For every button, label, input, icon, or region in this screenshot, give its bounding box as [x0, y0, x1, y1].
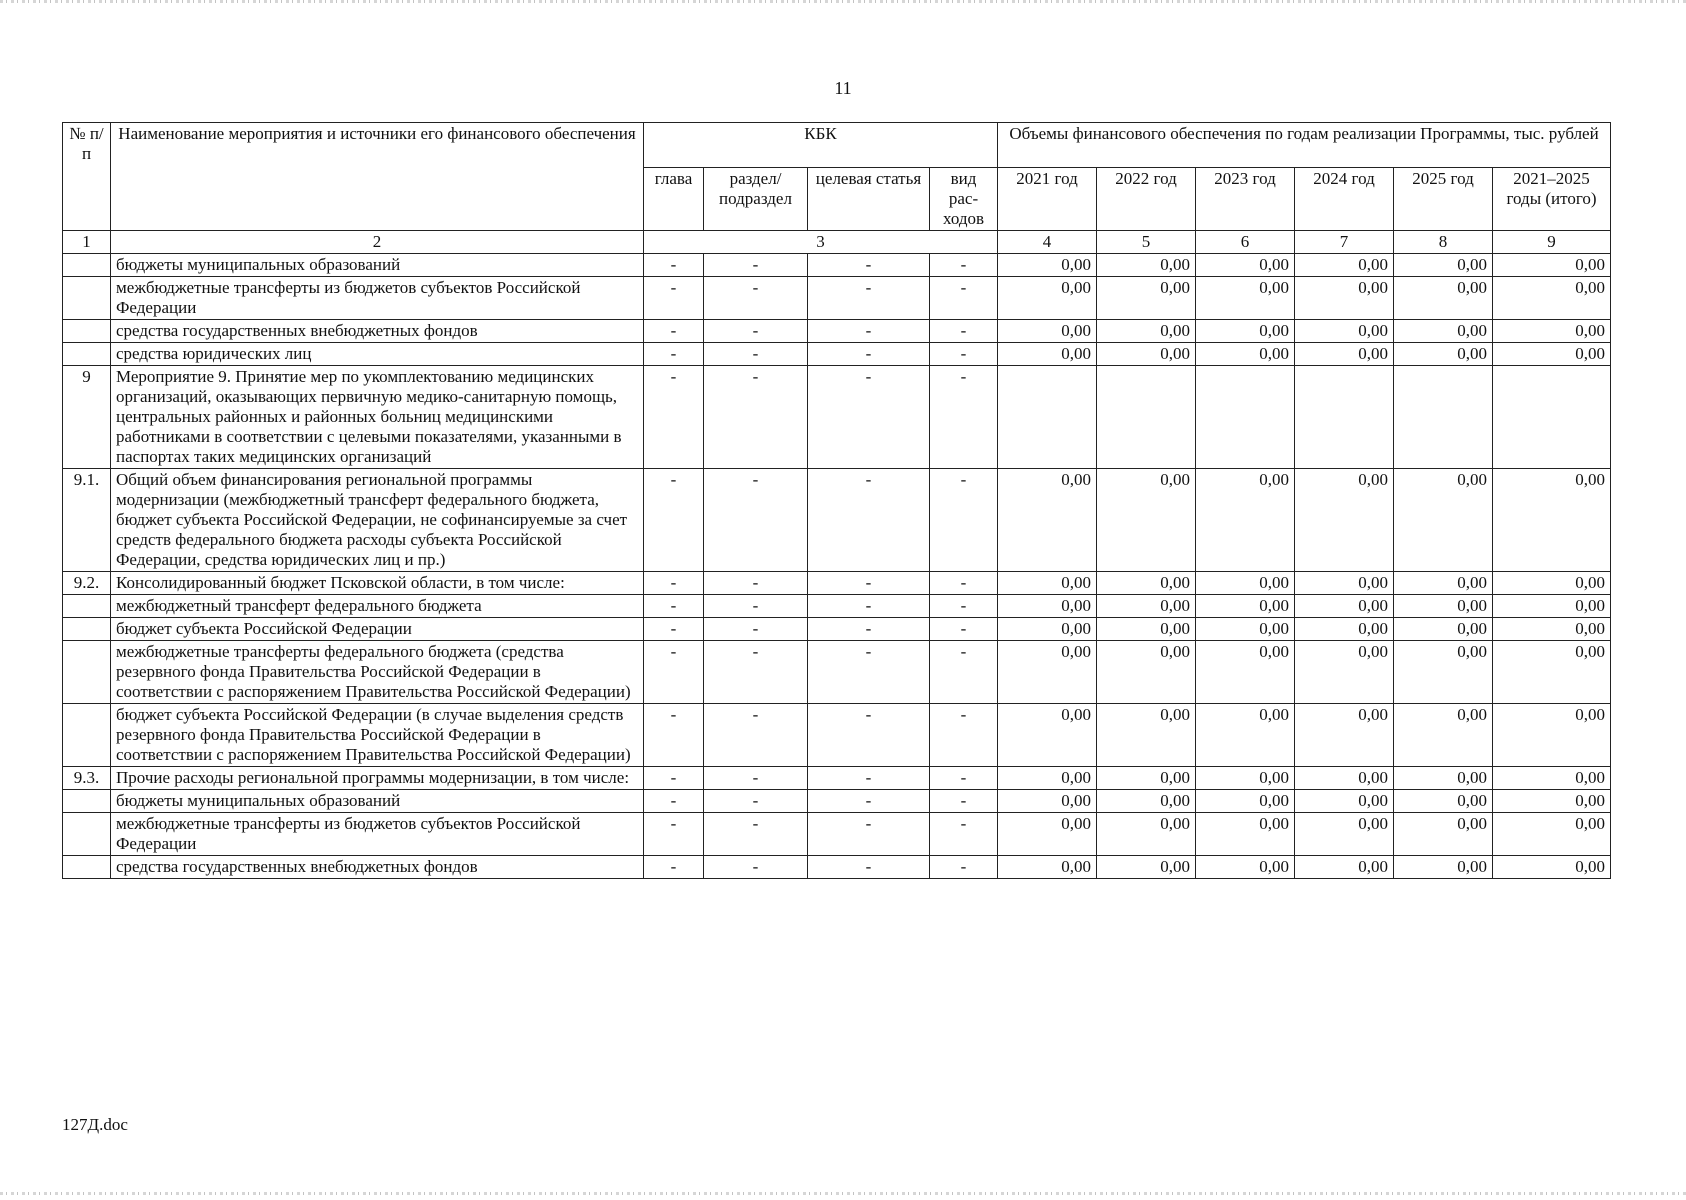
header-year-2023: 2023 год [1196, 168, 1295, 231]
value-cell: 0,00 [1295, 813, 1394, 856]
value-cell [1295, 366, 1394, 469]
header-year-2022: 2022 год [1097, 168, 1196, 231]
value-cell: 0,00 [1196, 704, 1295, 767]
value-cell: 0,00 [1196, 790, 1295, 813]
value-cell: 0,00 [1196, 856, 1295, 879]
header-year-2021: 2021 год [998, 168, 1097, 231]
kbk-cell: - [808, 254, 930, 277]
value-cell: 0,00 [1493, 856, 1611, 879]
value-cell: 0,00 [1295, 469, 1394, 572]
kbk-cell: - [704, 856, 808, 879]
kbk-cell: - [808, 767, 930, 790]
value-cell: 0,00 [1394, 595, 1493, 618]
scan-edge-bottom [0, 1192, 1686, 1195]
value-cell: 0,00 [1097, 595, 1196, 618]
table-row [63, 618, 1611, 641]
kbk-cell: - [930, 572, 998, 595]
kbk-cell: - [704, 366, 808, 469]
financing-table [62, 122, 1611, 879]
kbk-cell: - [704, 704, 808, 767]
kbk-cell: - [644, 856, 704, 879]
value-cell: 0,00 [1295, 856, 1394, 879]
value-cell: 0,00 [1295, 254, 1394, 277]
table-row [63, 254, 1611, 277]
row-name-cell: бюджет субъекта Российской Федерации (в случае выделения средств резервного фонда Правительства Российской Федерации в соответствии с распоряжением Правительства Российской Федерации) [111, 704, 644, 767]
value-cell: 0,00 [1097, 320, 1196, 343]
kbk-cell: - [644, 320, 704, 343]
table-row [63, 790, 1611, 813]
value-cell: 0,00 [1097, 767, 1196, 790]
kbk-cell: - [644, 343, 704, 366]
kbk-cell: - [704, 641, 808, 704]
value-cell: 0,00 [1394, 813, 1493, 856]
value-cell: 0,00 [1493, 704, 1611, 767]
value-cell: 0,00 [1196, 595, 1295, 618]
value-cell: 0,00 [1394, 254, 1493, 277]
kbk-cell: - [644, 767, 704, 790]
numbering-cell: 2 [111, 231, 644, 254]
kbk-cell: - [808, 572, 930, 595]
value-cell: 0,00 [1097, 704, 1196, 767]
row-number-cell [63, 618, 111, 641]
numbering-cell: 8 [1394, 231, 1493, 254]
table-body [63, 254, 1611, 879]
kbk-cell: - [808, 618, 930, 641]
kbk-cell: - [644, 618, 704, 641]
row-number-cell [63, 254, 111, 277]
value-cell: 0,00 [1493, 618, 1611, 641]
value-cell: 0,00 [998, 572, 1097, 595]
page-number: 11 [834, 78, 852, 98]
value-cell: 0,00 [1493, 572, 1611, 595]
value-cell: 0,00 [1097, 254, 1196, 277]
value-cell: 0,00 [1097, 856, 1196, 879]
kbk-cell: - [930, 790, 998, 813]
value-cell: 0,00 [1493, 641, 1611, 704]
value-cell: 0,00 [998, 254, 1097, 277]
value-cell: 0,00 [1493, 277, 1611, 320]
kbk-cell: - [930, 704, 998, 767]
row-number-cell [63, 641, 111, 704]
value-cell: 0,00 [1394, 343, 1493, 366]
table-row [63, 469, 1611, 572]
table-row [63, 595, 1611, 618]
value-cell: 0,00 [1295, 618, 1394, 641]
value-cell: 0,00 [1295, 790, 1394, 813]
value-cell: 0,00 [998, 790, 1097, 813]
value-cell: 0,00 [1394, 856, 1493, 879]
kbk-cell: - [704, 320, 808, 343]
row-name-cell: бюджеты муниципальных образований [111, 254, 644, 277]
kbk-cell: - [644, 790, 704, 813]
table-row [63, 856, 1611, 879]
value-cell: 0,00 [1196, 572, 1295, 595]
row-number-cell [63, 277, 111, 320]
kbk-cell: - [808, 704, 930, 767]
kbk-cell: - [644, 277, 704, 320]
value-cell: 0,00 [1097, 790, 1196, 813]
row-name-cell: средства юридических лиц [111, 343, 644, 366]
value-cell: 0,00 [1097, 277, 1196, 320]
value-cell: 0,00 [1394, 704, 1493, 767]
table-row [63, 366, 1611, 469]
row-name-cell: средства государственных внебюджетных фондов [111, 856, 644, 879]
value-cell: 0,00 [1493, 595, 1611, 618]
kbk-cell: - [704, 767, 808, 790]
value-cell: 0,00 [1295, 343, 1394, 366]
row-name-cell: средства государственных внебюджетных фондов [111, 320, 644, 343]
header-kbk-target: целевая статья [808, 168, 930, 231]
row-number-cell: 9.3. [63, 767, 111, 790]
kbk-cell: - [930, 856, 998, 879]
kbk-cell: - [930, 618, 998, 641]
kbk-cell: - [704, 254, 808, 277]
value-cell: 0,00 [1196, 320, 1295, 343]
header-kbk-expense-type: вид рас-ходов [930, 168, 998, 231]
table-row [63, 320, 1611, 343]
value-cell: 0,00 [1493, 790, 1611, 813]
numbering-cell: 4 [998, 231, 1097, 254]
value-cell: 0,00 [1295, 320, 1394, 343]
kbk-cell: - [704, 277, 808, 320]
row-number-cell [63, 856, 111, 879]
kbk-cell: - [808, 641, 930, 704]
kbk-cell: - [704, 790, 808, 813]
header-kbk: КБК [644, 123, 998, 168]
scan-edge-top [0, 0, 1686, 3]
value-cell: 0,00 [1493, 767, 1611, 790]
value-cell: 0,00 [1196, 767, 1295, 790]
row-name-cell: бюджет субъекта Российской Федерации [111, 618, 644, 641]
kbk-cell: - [808, 469, 930, 572]
value-cell: 0,00 [998, 595, 1097, 618]
value-cell: 0,00 [998, 767, 1097, 790]
value-cell: 0,00 [1493, 469, 1611, 572]
row-name-cell: Консолидированный бюджет Псковской области, в том числе: [111, 572, 644, 595]
kbk-cell: - [808, 856, 930, 879]
kbk-cell: - [808, 343, 930, 366]
value-cell: 0,00 [998, 618, 1097, 641]
kbk-cell: - [930, 595, 998, 618]
value-cell: 0,00 [1097, 343, 1196, 366]
value-cell: 0,00 [1196, 618, 1295, 641]
value-cell: 0,00 [1097, 813, 1196, 856]
value-cell: 0,00 [1394, 790, 1493, 813]
value-cell: 0,00 [1295, 641, 1394, 704]
kbk-cell: - [704, 469, 808, 572]
row-name-cell: межбюджетные трансферты из бюджетов субъектов Российской Федерации [111, 813, 644, 856]
kbk-cell: - [930, 343, 998, 366]
numbering-cell: 6 [1196, 231, 1295, 254]
numbering-cell: 7 [1295, 231, 1394, 254]
value-cell: 0,00 [998, 320, 1097, 343]
value-cell: 0,00 [1394, 277, 1493, 320]
value-cell: 0,00 [1097, 572, 1196, 595]
value-cell: 0,00 [998, 469, 1097, 572]
row-number-cell [63, 704, 111, 767]
header-kbk-section: раздел/ подраздел [704, 168, 808, 231]
value-cell: 0,00 [1295, 277, 1394, 320]
value-cell: 0,00 [1196, 641, 1295, 704]
kbk-cell: - [704, 618, 808, 641]
row-number-cell [63, 790, 111, 813]
kbk-cell: - [930, 767, 998, 790]
kbk-cell: - [808, 813, 930, 856]
value-cell: 0,00 [1196, 343, 1295, 366]
value-cell: 0,00 [1394, 641, 1493, 704]
value-cell: 0,00 [998, 813, 1097, 856]
kbk-cell: - [930, 641, 998, 704]
row-number-cell [63, 320, 111, 343]
row-number-cell: 9 [63, 366, 111, 469]
value-cell [998, 366, 1097, 469]
row-number-cell [63, 813, 111, 856]
row-number-cell [63, 595, 111, 618]
value-cell: 0,00 [1196, 277, 1295, 320]
value-cell: 0,00 [1196, 254, 1295, 277]
value-cell: 0,00 [1493, 320, 1611, 343]
kbk-cell: - [644, 366, 704, 469]
header-year-2025: 2025 год [1394, 168, 1493, 231]
row-name-cell: межбюджетный трансферт федерального бюджета [111, 595, 644, 618]
value-cell: 0,00 [1493, 343, 1611, 366]
row-name-cell: Прочие расходы региональной программы модернизации, в том числе: [111, 767, 644, 790]
kbk-cell: - [930, 366, 998, 469]
table-row [63, 813, 1611, 856]
value-cell: 0,00 [1295, 595, 1394, 618]
kbk-cell: - [644, 572, 704, 595]
row-name-cell: Общий объем финансирования региональной программы модернизации (межбюджетный трансферт федерального бюджета, бюджет субъекта Российской Федерации, не софинансируемые за счет средств федерального бюджета расходы субъекта Российской Федерации, средства юридических лиц и пр.) [111, 469, 644, 572]
kbk-cell: - [930, 469, 998, 572]
value-cell: 0,00 [1295, 704, 1394, 767]
header-number: № п/п [63, 123, 111, 231]
table-row [63, 704, 1611, 767]
kbk-cell: - [704, 595, 808, 618]
table-row [63, 277, 1611, 320]
value-cell: 0,00 [1196, 469, 1295, 572]
kbk-cell: - [644, 641, 704, 704]
table-row [63, 767, 1611, 790]
kbk-cell: - [644, 254, 704, 277]
table-row [63, 641, 1611, 704]
kbk-cell: - [644, 704, 704, 767]
kbk-cell: - [808, 320, 930, 343]
row-number-cell: 9.1. [63, 469, 111, 572]
numbering-cell: 9 [1493, 231, 1611, 254]
row-name-cell: межбюджетные трансферты из бюджетов субъектов Российской Федерации [111, 277, 644, 320]
numbering-cell: 3 [644, 231, 998, 254]
kbk-cell: - [704, 572, 808, 595]
value-cell: 0,00 [1394, 320, 1493, 343]
value-cell: 0,00 [1493, 813, 1611, 856]
value-cell: 0,00 [1295, 572, 1394, 595]
row-name-cell: бюджеты муниципальных образований [111, 790, 644, 813]
kbk-cell: - [930, 254, 998, 277]
kbk-cell: - [644, 595, 704, 618]
value-cell [1493, 366, 1611, 469]
kbk-cell: - [704, 343, 808, 366]
file-name-footer: 127Д.doc [62, 1115, 128, 1134]
value-cell: 0,00 [1097, 469, 1196, 572]
kbk-cell: - [808, 790, 930, 813]
value-cell [1394, 366, 1493, 469]
header-name: Наименование мероприятия и источники его финансового обеспечения [111, 123, 644, 231]
kbk-cell: - [930, 320, 998, 343]
numbering-cell: 5 [1097, 231, 1196, 254]
table-row [63, 343, 1611, 366]
kbk-cell: - [930, 813, 998, 856]
row-number-cell [63, 343, 111, 366]
value-cell: 0,00 [1493, 254, 1611, 277]
table-row [63, 572, 1611, 595]
kbk-cell: - [644, 813, 704, 856]
kbk-cell: - [808, 595, 930, 618]
value-cell [1196, 366, 1295, 469]
kbk-cell: - [704, 813, 808, 856]
header-volumes: Объемы финансового обеспечения по годам реализации Программы, тыс. рублей [998, 123, 1611, 168]
kbk-cell: - [644, 469, 704, 572]
value-cell: 0,00 [1394, 469, 1493, 572]
value-cell [1097, 366, 1196, 469]
header-year-2024: 2024 год [1295, 168, 1394, 231]
numbering-cell: 1 [63, 231, 111, 254]
numbering-row [63, 231, 1611, 254]
value-cell: 0,00 [1097, 641, 1196, 704]
table-header [63, 123, 1611, 254]
value-cell: 0,00 [998, 343, 1097, 366]
value-cell: 0,00 [998, 277, 1097, 320]
value-cell: 0,00 [1394, 618, 1493, 641]
header-kbk-chapter: глава [644, 168, 704, 231]
value-cell: 0,00 [998, 704, 1097, 767]
value-cell: 0,00 [1097, 618, 1196, 641]
kbk-cell: - [808, 366, 930, 469]
value-cell: 0,00 [1394, 767, 1493, 790]
row-number-cell: 9.2. [63, 572, 111, 595]
row-name-cell: межбюджетные трансферты федерального бюджета (средства резервного фонда Правительства Российской Федерации в соответствии с распоряжением Правительства Российской Федерации) [111, 641, 644, 704]
row-name-cell: Мероприятие 9. Принятие мер по укомплектованию медицинских организаций, оказывающих первичную медико-санитарную помощь, центральных районных и районных больниц медицинскими работниками в соответствии с целевыми показателями, указанными в паспортах таких медицинских организаций [111, 366, 644, 469]
value-cell: 0,00 [1394, 572, 1493, 595]
header-year-total: 2021–2025 годы (итого) [1493, 168, 1611, 231]
value-cell: 0,00 [1196, 813, 1295, 856]
kbk-cell: - [930, 277, 998, 320]
value-cell: 0,00 [998, 641, 1097, 704]
value-cell: 0,00 [1295, 767, 1394, 790]
value-cell: 0,00 [998, 856, 1097, 879]
kbk-cell: - [808, 277, 930, 320]
